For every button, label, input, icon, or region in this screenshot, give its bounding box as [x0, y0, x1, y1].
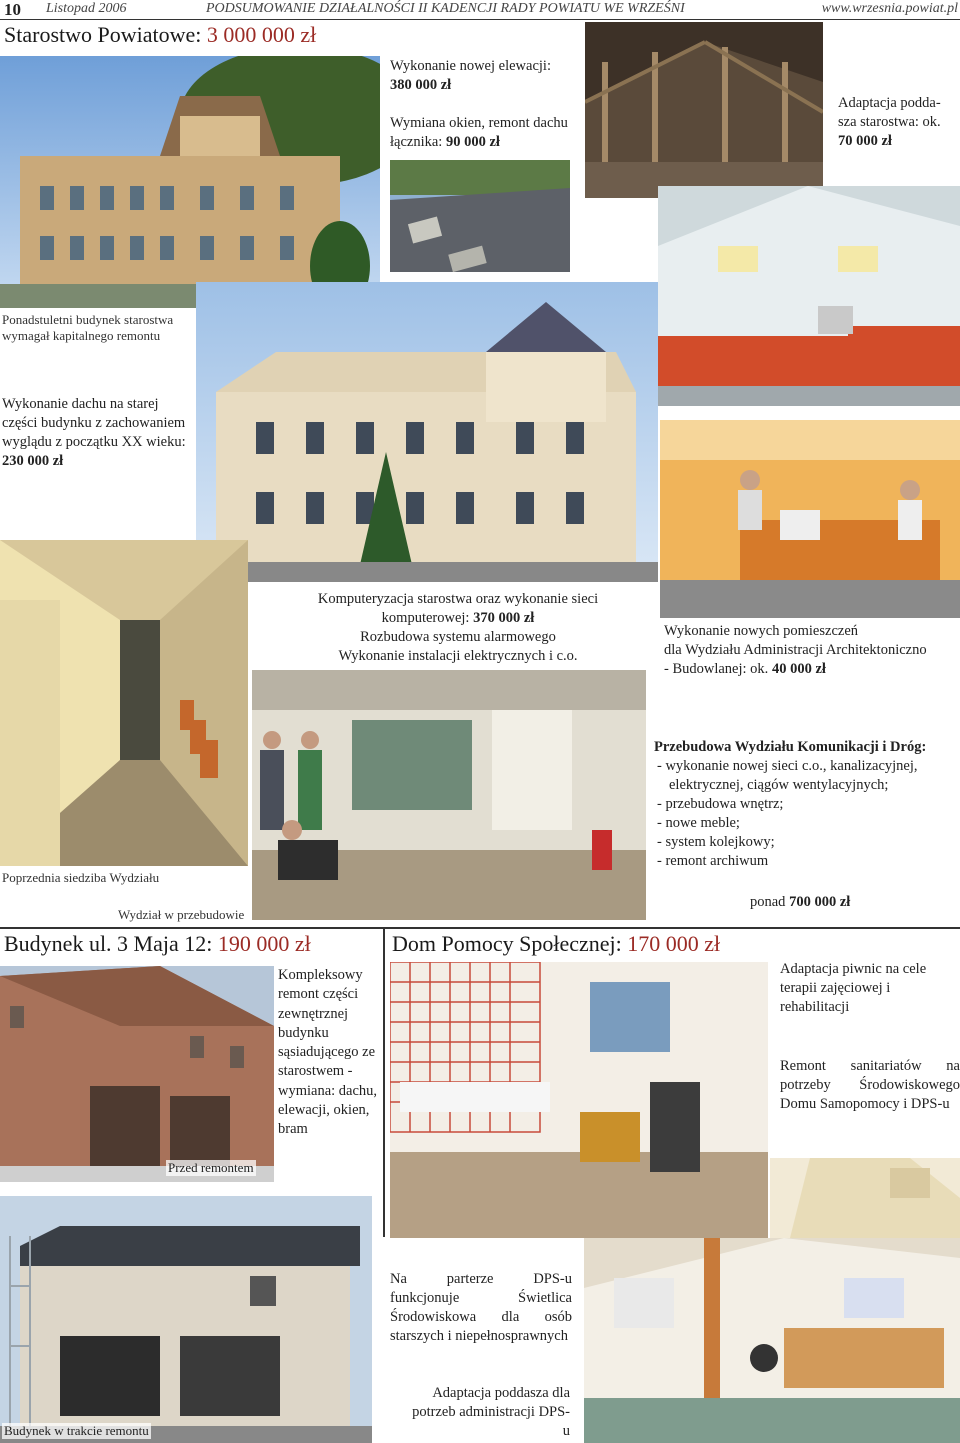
- page-number: 10: [4, 0, 21, 19]
- starostwo-heading: Starostwo Powiatowe: 3 000 000 zł: [4, 22, 317, 47]
- komunikacja-item: - wykonanie nowej sieci c.o., kanalizacyjnej,: [657, 758, 918, 774]
- header-url[interactable]: www.wrzesnia.powiat.pl: [821, 1, 958, 16]
- komunikacja-item: - remont archiwum: [657, 853, 769, 869]
- photo-roof: [390, 160, 570, 272]
- photo-attic-before: [585, 22, 823, 198]
- caption-dps-poddasze: Adaptacja poddasza dla potrzeb administracji DPS-u: [412, 1385, 570, 1439]
- caption-budynek-starostwa: Ponadstuletni budynek starostwa wymagał kapitalnego remontu: [2, 312, 174, 343]
- caption-poprzednia: Poprzednia siedziba Wydziału: [2, 870, 160, 885]
- photo-office-staff: [660, 420, 960, 618]
- photo-attic-office: [658, 186, 960, 406]
- dps-heading: Dom Pomocy Społecznej: 170 000 zł: [392, 931, 721, 956]
- caption-przed-remontem: Przed remontem: [168, 1160, 254, 1175]
- komunikacja-item: - nowe meble;: [657, 815, 740, 831]
- photo-dps-therapy: [390, 962, 768, 1238]
- caption-w-trakcie: Budynek w trakcie remontu: [4, 1423, 149, 1438]
- caption-komunikacja: Przebudowa Wydziału Komunikacji i Dróg: - wykonanie nowej sieci c.o., kanalizacyjnej, elektrycznej, ciągów wentylacyjnych; - przebudowa wnętrz; - nowe meble; - system kolejkowy; - remont archiwum: [654, 738, 960, 871]
- komunikacja-item: - system kolejkowy;: [657, 834, 775, 850]
- page-header: [0, 0, 960, 20]
- photo-starostwo-renovated: [196, 282, 658, 582]
- komunikacja-list: [654, 757, 960, 871]
- photo-budynek-renovation: [0, 1196, 372, 1443]
- photo-construction: [252, 670, 646, 920]
- caption-komputeryzacja: Komputeryzacja starostwa oraz wykonanie sieci komputerowej: 370 000 zł Rozbudowa systemu alarmowego Wykonanie instalacji elektrycznych i c.o.: [317, 591, 599, 664]
- header-title: PODSUMOWANIE DZIAŁALNOŚCI II KADENCJI RADY POWIATU WE WRZEŚNI: [206, 1, 685, 16]
- caption-sanitariaty: Remont sanitariatów na potrzeby Środowiskowego Domu Samopomocy i DPS-u: [780, 1058, 960, 1112]
- caption-swietlica: Na parterze DPS-u funkcjonuje Świetlica Środowiskowa dla osób starszych i niepełnosprawnych: [390, 1271, 572, 1344]
- caption-okna: Wymiana okien, remont dachu łącznika: 90 000 zł: [390, 115, 568, 150]
- photo-dps-stairs: [770, 1158, 960, 1238]
- column-divider: [383, 927, 385, 1237]
- caption-budynek-description: Kompleksowy remont części zewnętrznej budynku sąsiadującego ze starostwem - wymiana: dachu, elewacji, okien, bram: [278, 967, 378, 1138]
- caption-komunikacja-amount: ponad 700 000 zł: [750, 894, 851, 910]
- caption-elewacja: Wykonanie nowej elewacji: 380 000 zł: [390, 58, 551, 93]
- caption-przebudowa: Wydział w przebudowie: [118, 907, 245, 922]
- komunikacja-item: elektrycznej, ciągów wentylacyjnych;: [669, 777, 889, 793]
- caption-pomieszczenia: Wykonanie nowych pomieszczeń dla Wydziału Administracji Architektoniczno - Budowlanej: ok. 40 000 zł: [664, 623, 927, 677]
- section-divider: [0, 927, 960, 929]
- issue-date: Listopad 2006: [46, 1, 127, 16]
- caption-dach: Wykonanie dachu na starej części budynku z zachowaniem wyglądu z początku XX wieku: 230 000 zł: [2, 396, 186, 469]
- budynek-heading: Budynek ul. 3 Maja 12: 190 000 zł: [4, 931, 311, 956]
- photo-dps-attic-office: [584, 1238, 960, 1443]
- photo-starostwo-old: [0, 56, 380, 308]
- komunikacja-item: - przebudowa wnętrz;: [657, 796, 784, 812]
- header-rule: [0, 19, 960, 20]
- photo-corridor: [0, 540, 248, 866]
- caption-poddasze: Adaptacja podda-sza starostwa: ok. 70 000 zł: [838, 95, 941, 149]
- caption-piwnice: Adaptacja piwnic na cele terapii zajęciowej i rehabilitacji: [780, 961, 927, 1015]
- photo-budynek-before: [0, 966, 274, 1182]
